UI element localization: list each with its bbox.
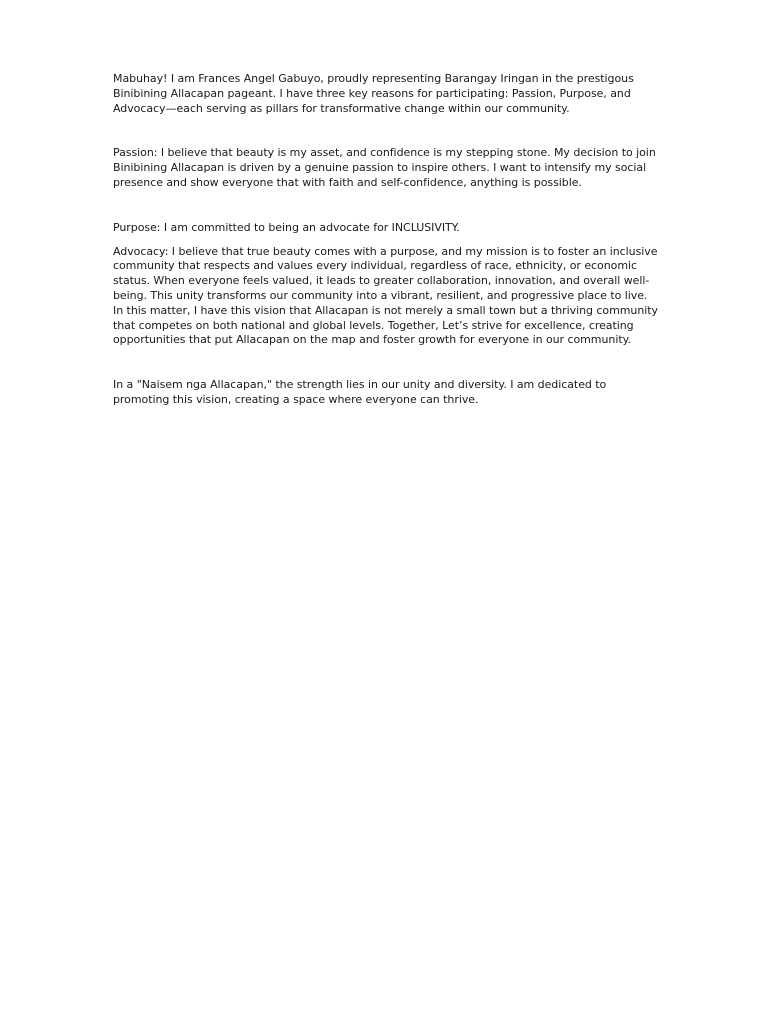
purpose-paragraph: Purpose: I am committed to being an advocate for INCLUSIVITY. <box>113 220 460 234</box>
closing-paragraph: In a "Naisem nga Allacapan," the strength lies in our unity and diversity. I am dedicated to promoting this vision, creating a space where everyone can thrive. <box>113 378 607 406</box>
advocacy-paragraph: Advocacy: I believe that true beauty comes with a purpose, and my mission is to foster an inclusive community that respects and values every individual, regardless of race, ethnicity, or economic status. When everyone feels valued, it leads to greater collaboration, innovation, and overall well-being. This unity transforms our community into a vibrant, resilient, and progressive place to live. In this matter, I have this vision that Allacapan is not merely a small town but a thriving community that competes on both national and global levels. Together, Let’s strive for excellence, creating opportunities that put Allacapan on the map and foster growth for everyone in our community. <box>113 244 658 347</box>
document-body <box>113 72 658 408</box>
intro-paragraph: Mabuhay! I am Frances Angel Gabuyo, proudly representing Barangay Iringan in the prestigous Binibining Allacapan pageant. I have three key reasons for participating: Passion, Purpose, and Advocacy—each serving as pillars for transformative change within our community. <box>113 72 634 115</box>
passion-paragraph: Passion: I believe that beauty is my asset, and confidence is my stepping stone. My decision to join Binibining Allacapan is driven by a genuine passion to inspire others. I want to intensify my social presence and show everyone that with faith and self-confidence, anything is possible. <box>113 146 656 189</box>
